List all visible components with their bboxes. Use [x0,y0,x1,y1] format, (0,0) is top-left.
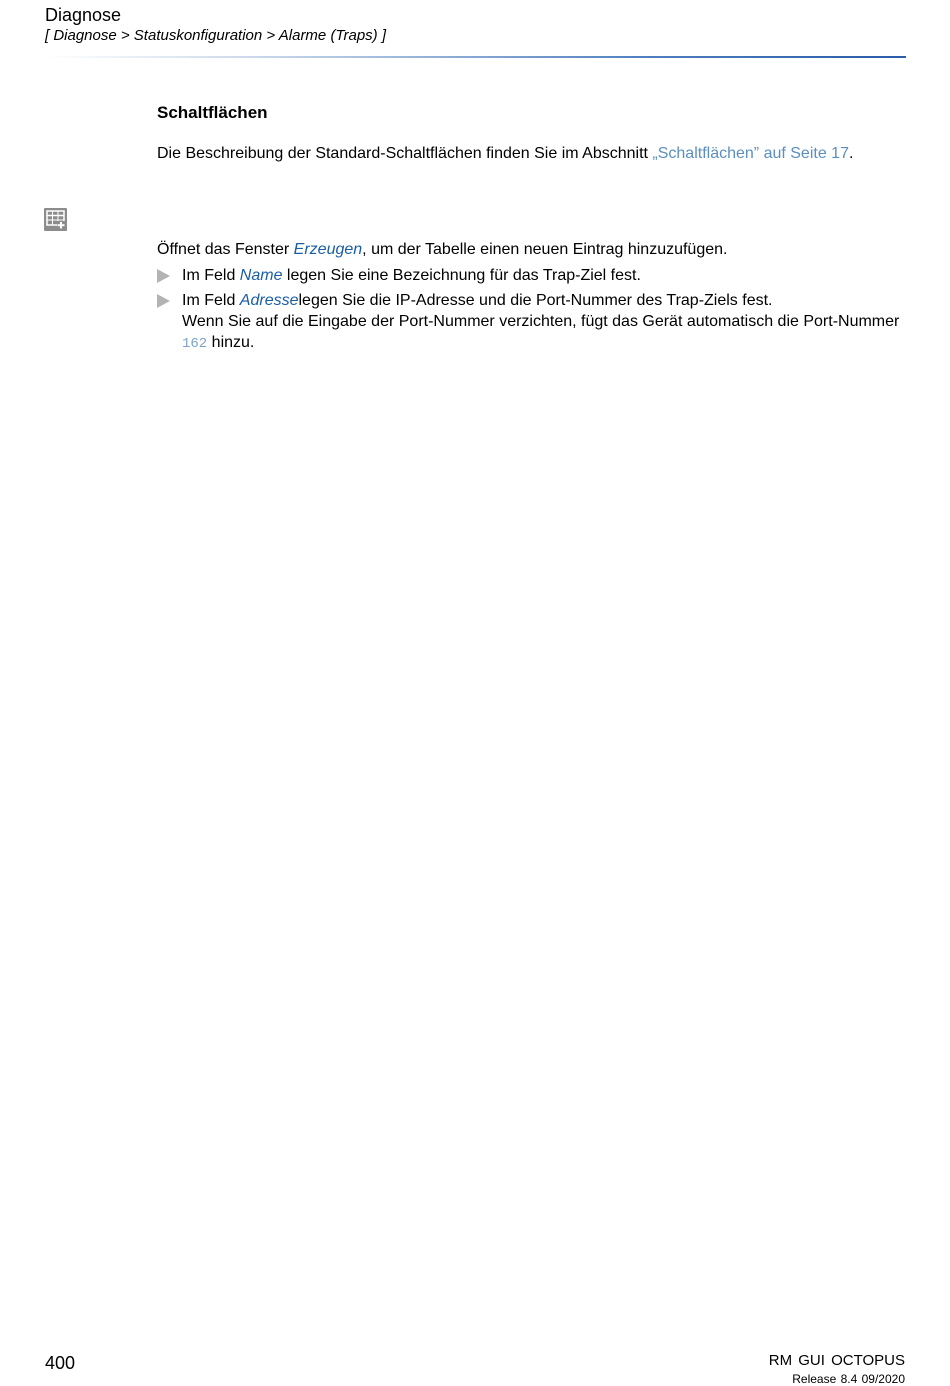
table-add-icon-graphic [44,208,67,231]
step-before: Im Feld [182,292,240,309]
section-heading: Schaltflächen [157,103,268,122]
bullet-arrow-icon [157,294,170,308]
table-add-icon[interactable] [44,208,67,231]
port-note-after: hinzu. [207,334,255,351]
intro-text: Die Beschreibung der Standard-Schaltflächen finden Sie im Abschnitt [157,145,653,162]
create-window-reference: Erzeugen [293,241,363,258]
port-note-before: Wenn Sie auf die Eingabe der Port-Nummer verzichten, fügt das Gerät automatisch die Port-Nummer [182,313,900,330]
address-field-reference: Adresse [239,292,299,309]
step-text [182,290,902,355]
name-field-reference: Name [239,267,283,284]
running-header-title: Diagnose [45,5,122,25]
intro-end: . [848,145,854,162]
step-after: legen Sie eine Bezeichnung für das Trap-Ziel fest. [282,267,641,284]
create-desc-after: , um der Tabelle einen neuen Eintrag hinzuzufügen. [362,241,728,258]
default-port-value: 162 [182,336,208,352]
footer-product-name: RM GUI OCTOPUS [768,1352,905,1369]
footer-release-info: Release 8.4 09/2020 [792,1372,905,1386]
step-after: legen Sie die IP-Adresse und die Port-Nummer des Trap-Ziels fest. [298,292,773,309]
create-desc-before: Öffnet das Fenster [157,241,294,258]
create-button-description [157,239,727,260]
breadcrumb: [ Diagnose > Statuskonfiguration > Alarme (Traps) ] [45,27,386,44]
step-text [182,265,902,286]
header-divider [45,56,906,58]
page-number: 400 [45,1353,76,1373]
bullet-arrow-icon [157,269,170,283]
buttons-section-link[interactable]: „Schaltflächen” auf Seite 17 [652,145,849,162]
step-before: Im Feld [182,267,240,284]
buttons-intro-paragraph [157,143,853,164]
